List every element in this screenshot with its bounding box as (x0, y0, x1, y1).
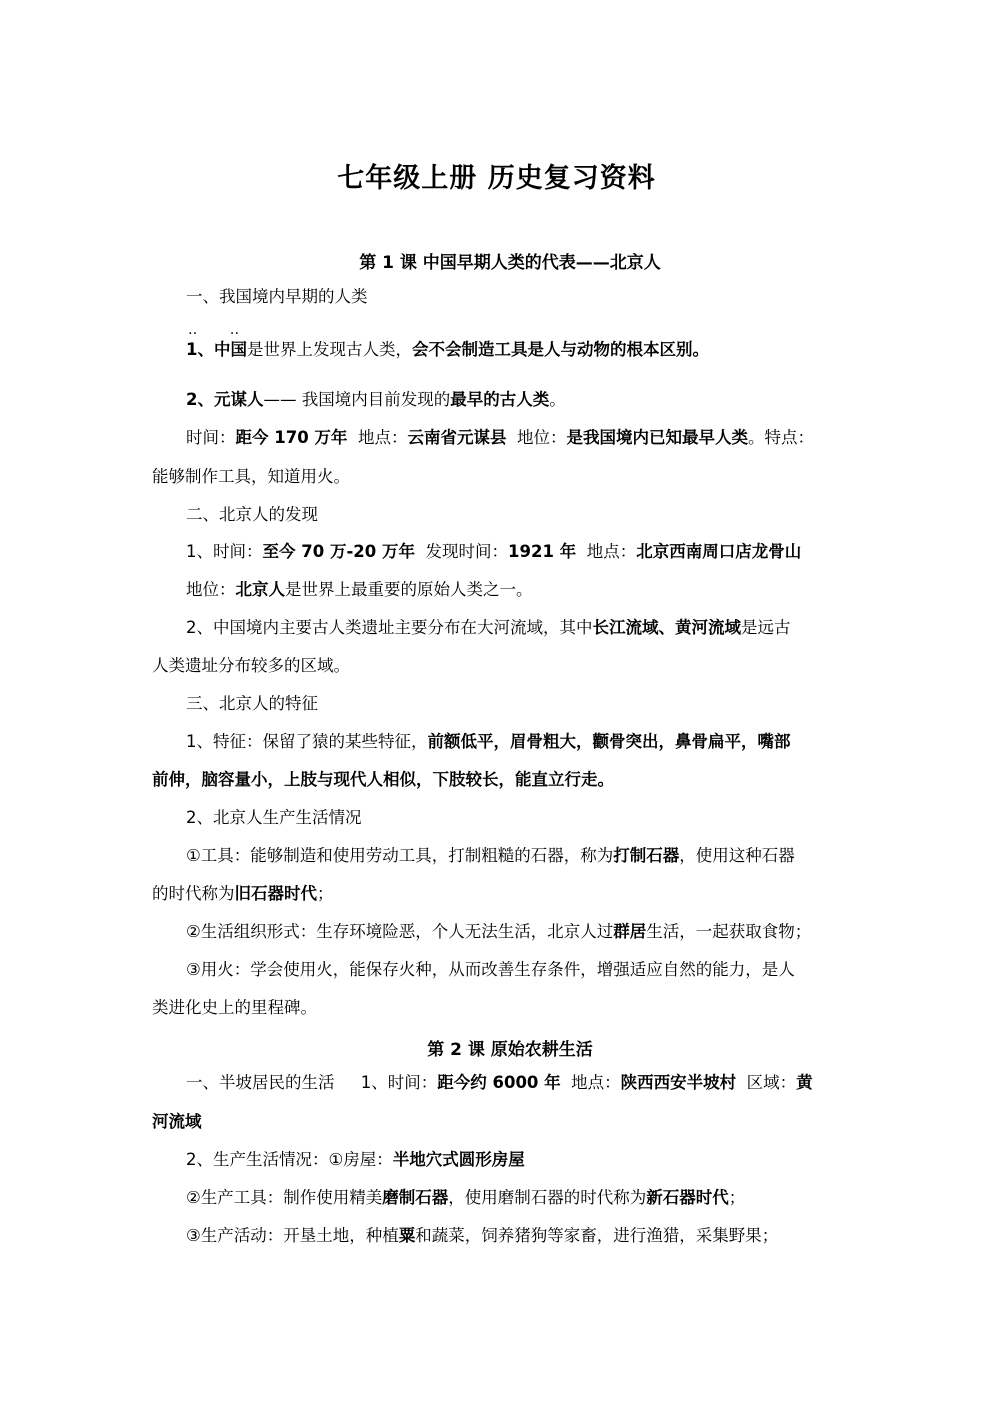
page-title: 七年级上册 历史复习资料 (337, 163, 656, 194)
paragraph-continuation: 类进化史上的里程碑。 (152, 998, 317, 1017)
paragraph: ②生活组织形式：生存环境险恶，个人无法生活，北京人过群居生活，一起获取食物； (186, 922, 812, 941)
paragraph: 2、中国境内主要古人类遗址主要分布在大河流域，其中长江流域、黄河流域是远古 (186, 618, 791, 637)
paragraph: ②生产工具：制作使用精美磨制石器，使用磨制石器的时代称为新石器时代； (186, 1188, 746, 1207)
paragraph-continuation: 人类遗址分布较多的区域。 (152, 656, 350, 675)
paragraph: ①工具：能够制造和使用劳动工具，打制粗糙的石器，称为打制石器，使用这种石器 (186, 846, 795, 865)
paragraph-continuation: 的时代称为旧石器时代； (152, 884, 334, 903)
paragraph: 一、半坡居民的生活 1、时间：距今约 6000 年 地点：陕西西安半坡村 区域：黄 (186, 1073, 813, 1092)
paragraph-continuation: 能够制作工具，知道用火。 (152, 467, 350, 486)
paragraph: 地位：北京人是世界上最重要的原始人类之一。 (186, 580, 533, 599)
paragraph: 2、北京人生产生活情况 (186, 808, 362, 827)
paragraph: ③用火：学会使用火，能保存火种，从而改善生存条件，增强适应自然的能力，是人 (186, 960, 795, 979)
paragraph: ③生产活动：开垦土地，种植粟和蔬菜，饲养猪狗等家畜，进行渔猎，采集野果； (186, 1226, 779, 1245)
paragraph: 时间：距今 170 万年 地点：云南省元谋县 地位：是我国境内已知最早人类。特点： (186, 428, 814, 447)
section-heading: 二、北京人的发现 (186, 505, 318, 524)
section-heading: 三、北京人的特征 (186, 694, 318, 713)
paragraph: 2、元谋人—— 我国境内目前发现的最早的古人类。 (186, 390, 566, 409)
paragraph: 1、特征：保留了猿的某些特征，前额低平，眉骨粗大，颧骨突出，鼻骨扁平，嘴部 (186, 732, 791, 751)
lesson-1-title: 第 1 课 中国早期人类的代表——北京人 (359, 253, 661, 273)
paragraph-continuation: 前伸，脑容量小，上肢与现代人相似，下肢较长，能直立行走。 (152, 770, 614, 789)
paragraph: 2、生产生活情况：①房屋：半地穴式圆形房屋 (186, 1150, 525, 1169)
paragraph-continuation: 河流域 (152, 1112, 202, 1131)
paragraph: 1、中国是世界上发现古人类，会不会制造工具是人与动物的根本区别。 (186, 340, 709, 359)
section-heading: 一、我国境内早期的人类 (186, 287, 368, 306)
lesson-2-title: 第 2 课 原始农耕生活 (427, 1040, 593, 1060)
paragraph: 1、时间：至今 70 万-20 万年 发现时间：1921 年 地点：北京西南周口店龙骨山 (186, 542, 802, 561)
emphasis-dots: ‥ ‥ (188, 322, 254, 338)
